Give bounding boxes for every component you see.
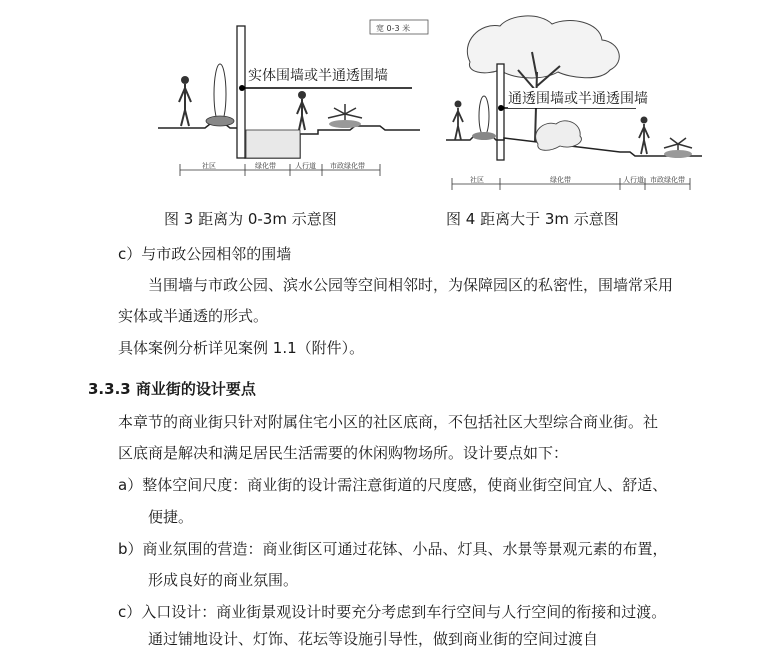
paragraph-line: 实体或半通透的形式。	[118, 307, 269, 325]
fig3-zone-label: 社区	[202, 162, 216, 170]
paragraph-line: 本章节的商业街只针对附属住宅小区的社区底商，不包括社区大型综合商业街。社	[118, 413, 659, 431]
case-reference: 具体案例分析详见案例 1.1（附件）。	[118, 339, 365, 357]
paragraph-line-cut: 通过铺地设计、灯饰、花坛等设施引导性，做到商业街的空间过渡自	[148, 630, 599, 648]
fig4-wall-label: 通透围墙或半通透围墙	[508, 88, 648, 108]
figure-3-caption: 图 3 距离为 0-3m 示意图	[164, 210, 337, 228]
paragraph-line: 当围墙与市政公园、滨水公园等空间相邻时，为保障园区的私密性，围墙常采用	[148, 276, 674, 294]
fig4-zone-label: 市政绿化带	[650, 176, 685, 184]
fig3-corner-label: 宽 0-3 米	[376, 24, 411, 33]
fig4-zone-label: 社区	[470, 176, 484, 184]
fig3-zone-label: 市政绿化带	[330, 162, 365, 170]
paragraph-line: 区底商是解决和满足居民生活需要的休闲购物场所。设计要点如下：	[118, 444, 569, 462]
list-item-b: b）商业氛围的营造：商业街区可通过花钵、小品、灯具、水景等景观元素的布置，	[118, 540, 668, 558]
figure-3-drawing	[150, 18, 430, 190]
list-item-c: c）入口设计：商业街景观设计时要充分考虑到车行空间与人行空间的衔接和过渡。	[118, 603, 667, 621]
fig3-wall-label: 实体围墙或半通透围墙	[248, 65, 388, 85]
fig3-zone-label: 人行道	[295, 162, 316, 170]
list-item-a-cont: 便捷。	[148, 508, 194, 526]
section-heading: 3.3.3 商业街的设计要点	[88, 380, 256, 398]
list-item-b-cont: 形成良好的商业氛围。	[148, 571, 299, 589]
figure-3	[150, 18, 430, 190]
fig4-zone-label: 绿化带	[550, 176, 571, 184]
figure-4	[440, 12, 702, 192]
item-c-heading: c）与市政公园相邻的围墙	[118, 245, 292, 263]
fig4-zone-label: 人行道	[623, 176, 644, 184]
list-item-a: a）整体空间尺度：商业街的设计需注意街道的尺度感，使商业街空间宜人、舒适、	[118, 476, 668, 494]
figure-4-caption: 图 4 距离大于 3m 示意图	[446, 210, 619, 228]
fig3-zone-label: 绿化带	[255, 162, 276, 170]
